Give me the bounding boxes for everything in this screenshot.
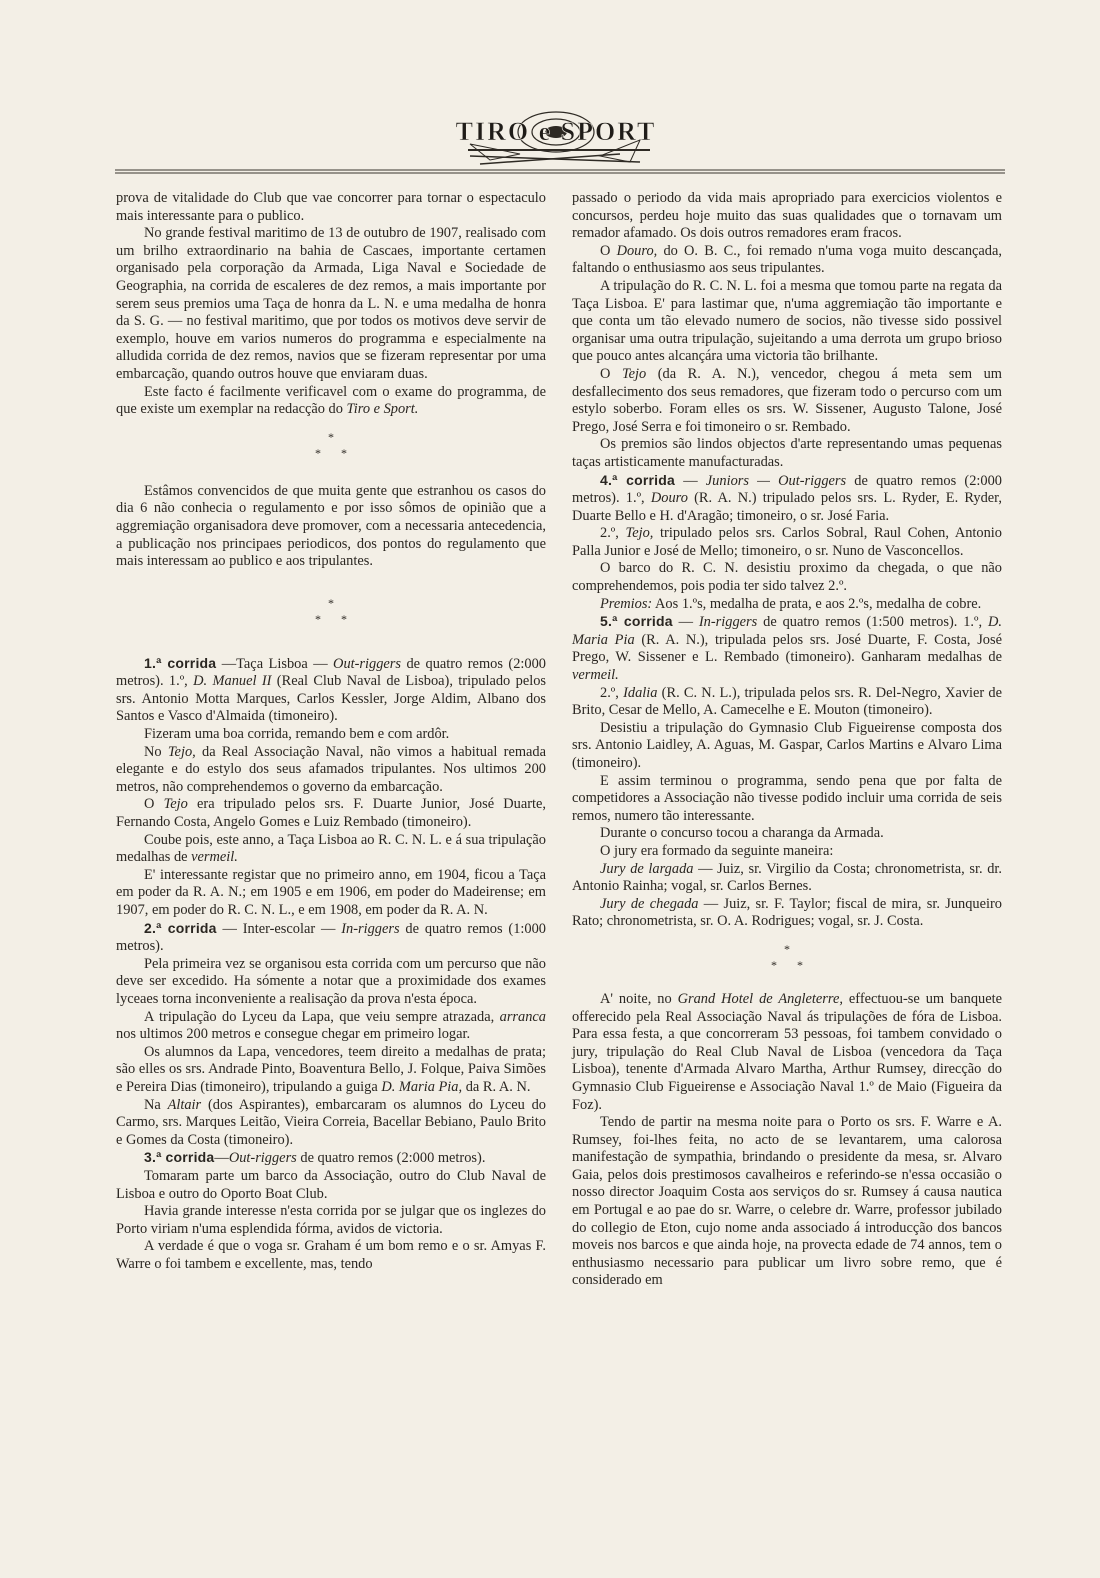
paragraph: E assim terminou o programma, sendo pena que por falta de competidores a Associação não tivesse podido incluir uma corrida de seis remos, numero tão interessante. <box>572 772 1002 824</box>
paragraph: O Tejo (da R. A. N.), vencedor, chegou á meta sem um desfallecimento dos seus remadores, que fizeram todo o percurso com um estylo soberbo. Foram elles os srs. W. Sissener, Augusto Talone, José Prego, José Serra e foi timoneiro o sr. Rembado. <box>572 365 1002 435</box>
masthead-title: TIRO e SPORT <box>455 117 657 146</box>
paragraph: 2.º, Idalia (R. C. N. L.), tripulada pelos srs. R. Del-Negro, Xavier de Brito, Cesar de Mello, A. Camecelhe e E. Mouton (timoneiro). <box>572 684 1003 719</box>
paragraph: Coube pois, este anno, a Taça Lisboa ao R. C. N. L. e á sua tripulação medalhas de vermeil. <box>116 831 546 866</box>
right-column <box>572 190 1002 1290</box>
race-3-entry: 3.ª corrida—Out-riggers de quatro remos (2:000 metros). <box>144 1149 486 1167</box>
paragraph: Este facto é facilmente verificavel com o exame do programma, de que existe um exemplar na redacção do Tiro e Sport. <box>116 383 546 418</box>
paragraph: O Douro, do O. B. C., foi remado n'uma voga muito descançada, faltando o enthusiasmo aos seus tripulantes. <box>572 242 1002 277</box>
paragraph: Havia grande interesse n'esta corrida por se julgar que os inglezes do Porto viriam n'uma esplendida fórma, avidos de victoria. <box>116 1203 546 1237</box>
jury-start-paragraph: Jury de largada — Juiz, sr. Virgilio da Costa; chronometrista, sr. dr. Antonio Rainha; vogal, sr. Carlos Bernes. <box>572 860 1003 895</box>
left-column <box>116 190 546 1273</box>
race-1-entry: 1.ª corrida —Taça Lisboa — Out-riggers de quatro remos (2:000 metros). 1.º, D. Manuel II (Real Club Naval de Lisboa), tripulado pelos srs. Antonio Motta Marques, Carlos Kessler, Jorge Aldim, Albano dos Santos e Vasco d'Almaida (timoneiro). <box>116 654 547 725</box>
race-4-entry: 4.ª corrida — Juniors — Out-riggers de quatro remos (2:000 metros). 1.º, Douro (R. A. N.) tripulado pelos srs. L. Ryder, E. Ryder, Duarte Bello e H. d'Aragão; timoneiro, o sr. José Faria. <box>572 471 1002 524</box>
section-divider-stars: * ** <box>771 941 823 972</box>
paragraph: Pela primeira vez se organisou esta corrida com um percurso que não deve ser excedido. Ha sómente a notar que a proximidade dos exames lyceaes torna inconveniente a realisação da prova n'esta época. <box>116 955 546 1007</box>
paragraph: No grande festival maritimo de 13 de outubro de 1907, realisado com um brilho extraordinario na bahia de Cascaes, importante certamen organisado pela corporação da Armada, Liga Naval e Sociedade de Geographia, na corrida de escaleres de dez remos, a mais importante por serem seus premios uma Taça de honra da L. N. e uma medalha de honra da S. G. — no festival maritimo, que por todos os motivos deve servir de exemplo, houve em varios numeros do programma e especialmente na alludida corrida de dez remos, navios que se fizeram representar por uma embarcação, quando outros houve que enviaram duas. <box>116 225 546 382</box>
paragraph: 2.º, Tejo, tripulado pelos srs. Carlos Sobral, Raul Cohen, Antonio Palla Junior e José de Mello; timoneiro, o sr. Nuno de Vasconcellos. <box>572 525 1003 559</box>
paragraph: Tendo de partir na mesma noite para o Porto os srs. F. Warre e A. Rumsey, foi-lhes feita, no acto de se levantarem, uma calorosa manifestação de sympathia, brindando o presidente da mesa, sr. Alvaro Gaia, pelos dois prestimosos cavalheiros e referindo-se n'essa occasião o nosso director Joaquim Costa aos serviços do sr. Rumsey á causa nautica em Portugal e ao pae do sr. Warre, o celebre dr. Warre, professor jubilado do collegio de Eton, cujo nome anda associado á introducção dos bancos moveis nos barcos e que ainda hoje, na provecta edade de 74 annos, tem o enthusiasmo necessario para publicar um livro sobre remo, que é considerado em <box>572 1114 1002 1289</box>
paragraph: O barco do R. C. N. desistiu proximo da chegada, o que não comprehendemos, pois podia ter sido talvez 2.º. <box>572 560 1002 595</box>
paragraph: Os premios são lindos objectos d'arte representando umas pequenas taças artisticamente manufacturadas. <box>572 436 1002 470</box>
section-divider-stars: * ** <box>315 429 367 460</box>
paragraph: prova de vitalidade do Club que vae concorrer para tornar o espectaculo mais interessante para o publico. <box>116 190 546 224</box>
paragraph: A tripulação do Lyceu da Lapa, que veiu sempre atrazada, arranca nos ultimos 200 metros e consegue chegar em primeiro logar. <box>116 1008 546 1043</box>
paragraph: A' noite, no Grand Hotel de Angleterre, effectuou-se um banquete offerecido pela Real Associação Naval ás tripulações de fóra de Lisboa. Para essa festa, a que concorreram 53 pessoas, foi tambem convidado o jury, tripulação do Real Club Naval de Lisboa (vencedora da Taça Lisboa), tenente d'Armada Alvaro Martha, Arthur Rumsey, direcção do Gymnasio Club Figueirense e Associação Naval 1.º de Maio (Figueira da Foz). <box>572 990 1002 1113</box>
paragraph: Tomaram parte um barco da Associação, outro do Club Naval de Lisboa e outro do Oporto Boat Club. <box>116 1167 546 1202</box>
race-2-entry: 2.ª corrida — Inter-escolar — In-riggers de quatro remos (1:000 metros). <box>116 919 546 955</box>
jury-finish-paragraph: Jury de chegada — Juiz, sr. F. Taylor; fiscal de mira, sr. Junqueiro Rato; chronometrista, sr. O. A. Rodrigues; vogal, sr. J. Costa. <box>572 895 1002 930</box>
paragraph: O jury era formado da seguinte maneira: <box>600 842 834 859</box>
paragraph: A verdade é que o voga sr. Graham é um bom remo e o sr. Amyas F. Warre o foi tambem e excellente, mas, tendo <box>116 1238 546 1272</box>
masthead <box>0 110 1100 174</box>
paragraph: Fizeram uma boa corrida, remando bem e com ardôr. <box>144 726 450 743</box>
race-5-entry: 5.ª corrida — In-riggers de quatro remos (1:500 metros). 1.º, D. Maria Pia (R. A. N.), tripulada pelos srs. José Duarte, F. Costa, José Prego, W. Sissener e L. Rembado (timoneiro). Ganharam medalhas de vermeil. <box>572 613 1002 684</box>
section-divider-stars: * ** <box>315 595 367 626</box>
paragraph: Desistiu a tripulação do Gymnasio Club Figueirense composta dos srs. Antonio Laidley, A. Aguas, M. Gaspar, Carlos Martins e Alvaro Lima (timoneiro). <box>572 719 1002 771</box>
paragraph: Na Altair (dos Aspirantes), embarcaram os alumnos do Lyceu do Carmo, srs. Marques Leitão, Vieira Correia, Bacellar Bebiano, Paulo Brito e Gomes da Costa (timoneiro). <box>116 1096 546 1148</box>
paragraph: E' interessante registar que no primeiro anno, em 1904, ficou a Taça em poder da R. A. N.; em 1905 e em 1906, em poder do Madeirense; em 1907, em poder do R. C. N. L., e em 1908, em poder da R. A. N. <box>116 866 546 918</box>
paragraph: Estâmos convencidos de que muita gente que estranhou os casos do dia 6 não conhecia o regulamento e por isso sômos de opinião que a aggremiação organisadora deve promover, com a necessaria antecedencia, a publicação nos principaes periodicos, dos pontos do regulamento que mais interessam ao publico e aos tripulantes. <box>116 482 546 570</box>
paragraph: O Tejo era tripulado pelos srs. F. Duarte Junior, José Duarte, Fernando Costa, Angelo Gomes e Luiz Rembado (timoneiro). <box>116 796 547 831</box>
paragraph: A tripulação do R. C. N. L. foi a mesma que tomou parte na regata da Taça Lisboa. E' para lastimar que, n'uma aggremiação tão importante e que conta um tão elevado numero de socios, não tivesse sido possivel organisar uma outra tripulação, sujeitando a uma derrota um grupo brioso que pouco antes alcançára uma victoria tão brilhante. <box>572 277 1002 365</box>
paragraph: Durante o concurso tocou a charanga da Armada. <box>600 825 884 842</box>
masthead-logo <box>0 110 1100 174</box>
paragraph: Os alumnos da Lapa, vencedores, teem direito a medalhas de prata; são elles os srs. Andrade Pinto, Boaventura Bello, J. Folque, Paiva Simões e Pereira Dias (timoneiro), tripulando a guiga D. Maria Pia, da R. A. N. <box>116 1043 546 1095</box>
paragraph: Premios: Aos 1.ºs, medalha de prata, e aos 2.ºs, medalha de cobre. <box>600 595 982 612</box>
paragraph: No Tejo, da Real Associação Naval, não vimos a habitual remada elegante e do estylo dos seus afamados tripulantes. Nos ultimos 200 metros, não comprehendemos o governo da embarcação. <box>116 743 546 795</box>
paragraph: passado o periodo da vida mais apropriado para exercicios violentos e concursos, perdeu hoje muito das suas qualidades que o tornavam um remador afamado. Os dois outros remadores eram fracos. <box>572 190 1002 242</box>
